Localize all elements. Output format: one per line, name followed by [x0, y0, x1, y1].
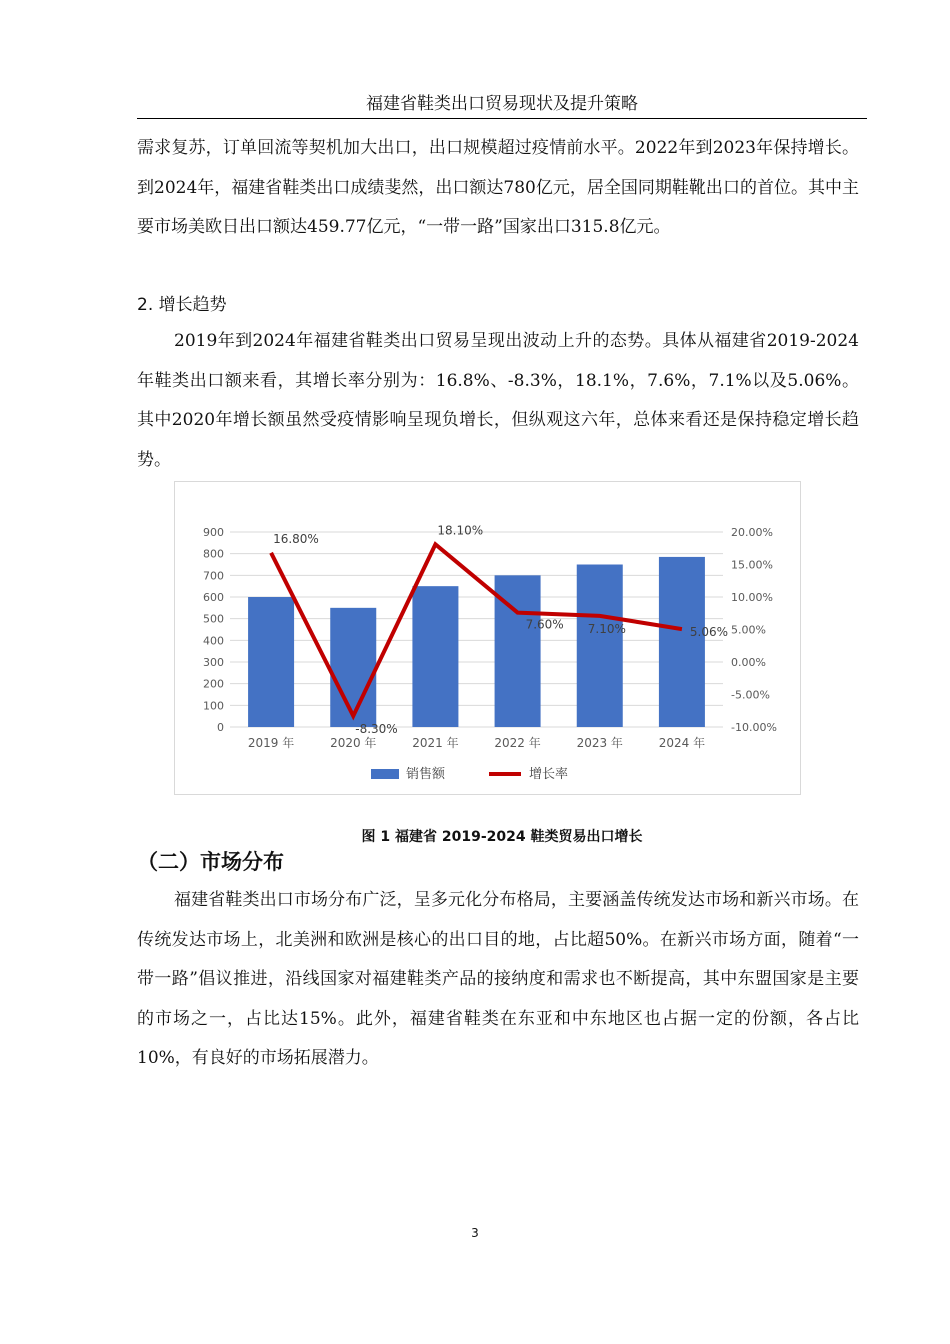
y-right-tick-label: 20.00% [731, 526, 773, 539]
y-right-tick-label: 0.00% [731, 656, 766, 669]
paragraph-growth-trend: 2019年到2024年福建省鞋类出口贸易呈现出波动上升的态势。具体从福建省2019-2024年鞋类出口额来看，其增长率分别为：16.8%、-8.3%，18.1%，7.6%，7.1%以及5.06%。其中2020年增长额虽然受疫情影响呈现负增长，但纵观这六年，总体来看还是保持稳定增长趋势。 [137, 331, 859, 470]
y-left-tick-label: 700 [203, 569, 224, 583]
bar-6 [659, 557, 705, 727]
y-left-tick-label: 600 [203, 591, 224, 604]
y-right-tick-label: -5.00% [731, 688, 770, 702]
bar-3 [412, 586, 458, 727]
y-right-tick-label: 5.00% [731, 623, 766, 637]
export-growth-chart [175, 482, 800, 794]
x-tick-label: 2023 年 [576, 736, 623, 750]
x-tick-label: 2022 年 [494, 736, 541, 750]
legend-label-sales: 销售额 [406, 767, 446, 782]
subheading-growth-trend: 2. 增长趋势 [137, 295, 227, 315]
y-left-tick-label: 300 [203, 656, 224, 669]
x-tick-label: 2019 年 [247, 736, 295, 750]
bar-2 [330, 608, 376, 727]
paragraph-export-scale: 需求复苏，订单回流等契机加大出口，出口规模超过疫情前水平。2022年到2023年保持增长。到2024年，福建省鞋类出口成绩斐然，出口额达780亿元，居全国同期鞋靴出口的首位。其中主要市场美欧日出口额达459.77亿元，“一带一路”国家出口315.8亿元。 [137, 138, 859, 237]
y-left-tick-label: 0 [217, 721, 224, 734]
bar-5 [577, 565, 623, 728]
bar-1 [248, 597, 294, 727]
legend-swatch-sales [371, 769, 399, 779]
data-label: 16.80% [273, 531, 319, 546]
y-left-tick-label: 200 [203, 677, 224, 691]
y-left-tick-label: 800 [203, 547, 224, 561]
y-left-tick-label: 900 [203, 526, 224, 539]
page-header-title: 福建省鞋类出口贸易现状及提升策略 [366, 94, 638, 114]
y-left-tick-label: 100 [203, 699, 224, 713]
data-label: 7.10% [587, 621, 626, 636]
figure-caption: 图 1 福建省 2019-2024 鞋类贸易出口增长 [361, 829, 643, 845]
data-label: 5.06% [689, 625, 729, 640]
chart-container [174, 481, 801, 795]
page-number: 3 [471, 1226, 479, 1240]
x-tick-label: 2020 年 [330, 736, 377, 750]
data-label: 18.10% [437, 523, 484, 538]
x-tick-label: 2024 年 [658, 736, 706, 750]
paragraph-market-distribution: 福建省鞋类出口市场分布广泛，呈多元化分布格局，主要涵盖传统发达市场和新兴市场。在传统发达市场上，北美洲和欧洲是核心的出口目的地，占比超50%。在新兴市场方面，随着“一带一路”倡议推进，沿线国家对福建鞋类产品的接纳度和需求也不断提高，其中东盟国家是主要的市场之一，占比达15%。此外，福建省鞋类在东亚和中东地区也占据一定的份额，各占比10%，有良好的市场拓展潜力。 [137, 890, 859, 1068]
y-left-tick-label: 500 [203, 612, 224, 626]
legend-label-growth: 增长率 [529, 767, 569, 782]
y-right-tick-label: 10.00% [731, 591, 773, 604]
header-divider [137, 118, 867, 119]
x-tick-label: 2021 年 [412, 736, 459, 750]
y-left-tick-label: 400 [203, 634, 224, 648]
data-label: -8.30% [355, 721, 398, 736]
data-label: 7.60% [525, 617, 564, 632]
y-right-tick-label: -10.00% [731, 721, 777, 734]
y-right-tick-label: 15.00% [731, 558, 773, 572]
section-title-market-distribution: （二）市场分布 [137, 850, 284, 874]
